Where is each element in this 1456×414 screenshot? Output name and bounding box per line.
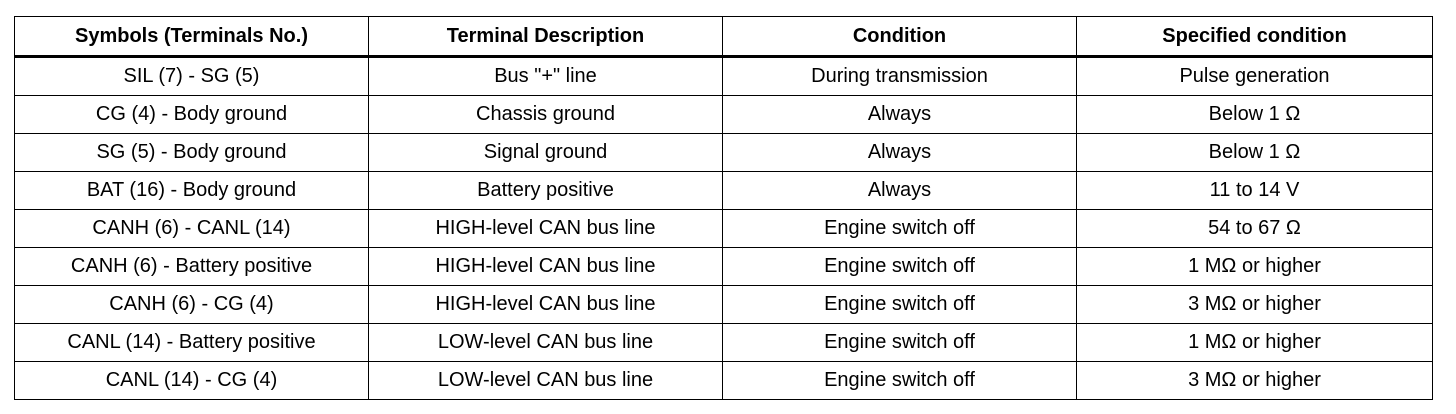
table-row [15,210,1433,248]
cell-specified: Below 1 Ω [1077,96,1433,134]
cell-description: Bus "+" line [369,57,723,96]
table-row [15,134,1433,172]
header-terminal-description: Terminal Description [369,17,723,57]
cell-condition: During transmission [723,57,1077,96]
cell-description: HIGH-level CAN bus line [369,286,723,324]
cell-description: HIGH-level CAN bus line [369,248,723,286]
table-row [15,172,1433,210]
terminal-spec-table [14,16,1433,400]
cell-symbols: SG (5) - Body ground [15,134,369,172]
cell-specified: 3 MΩ or higher [1077,286,1433,324]
table-row [15,286,1433,324]
cell-condition: Engine switch off [723,248,1077,286]
cell-condition: Engine switch off [723,324,1077,362]
cell-symbols: CANL (14) - CG (4) [15,362,369,400]
cell-description: Battery positive [369,172,723,210]
header-row [15,17,1433,57]
cell-description: LOW-level CAN bus line [369,362,723,400]
cell-symbols: SIL (7) - SG (5) [15,57,369,96]
cell-specified: 11 to 14 V [1077,172,1433,210]
cell-specified: 1 MΩ or higher [1077,248,1433,286]
cell-specified: 54 to 67 Ω [1077,210,1433,248]
cell-symbols: BAT (16) - Body ground [15,172,369,210]
cell-condition: Engine switch off [723,210,1077,248]
table-row [15,248,1433,286]
cell-specified: Pulse generation [1077,57,1433,96]
header-specified-condition: Specified condition [1077,17,1433,57]
header-condition: Condition [723,17,1077,57]
cell-specified: 1 MΩ or higher [1077,324,1433,362]
cell-condition: Always [723,172,1077,210]
cell-condition: Engine switch off [723,362,1077,400]
table-row [15,324,1433,362]
cell-symbols: CANH (6) - CANL (14) [15,210,369,248]
table-row [15,57,1433,96]
cell-condition: Always [723,134,1077,172]
cell-specified: 3 MΩ or higher [1077,362,1433,400]
cell-description: LOW-level CAN bus line [369,324,723,362]
cell-symbols: CANL (14) - Battery positive [15,324,369,362]
cell-symbols: CANH (6) - CG (4) [15,286,369,324]
cell-description: Signal ground [369,134,723,172]
cell-specified: Below 1 Ω [1077,134,1433,172]
header-symbols: Symbols (Terminals No.) [15,17,369,57]
cell-condition: Engine switch off [723,286,1077,324]
table-row [15,362,1433,400]
cell-symbols: CANH (6) - Battery positive [15,248,369,286]
cell-condition: Always [723,96,1077,134]
cell-description: HIGH-level CAN bus line [369,210,723,248]
table-row [15,96,1433,134]
cell-description: Chassis ground [369,96,723,134]
cell-symbols: CG (4) - Body ground [15,96,369,134]
